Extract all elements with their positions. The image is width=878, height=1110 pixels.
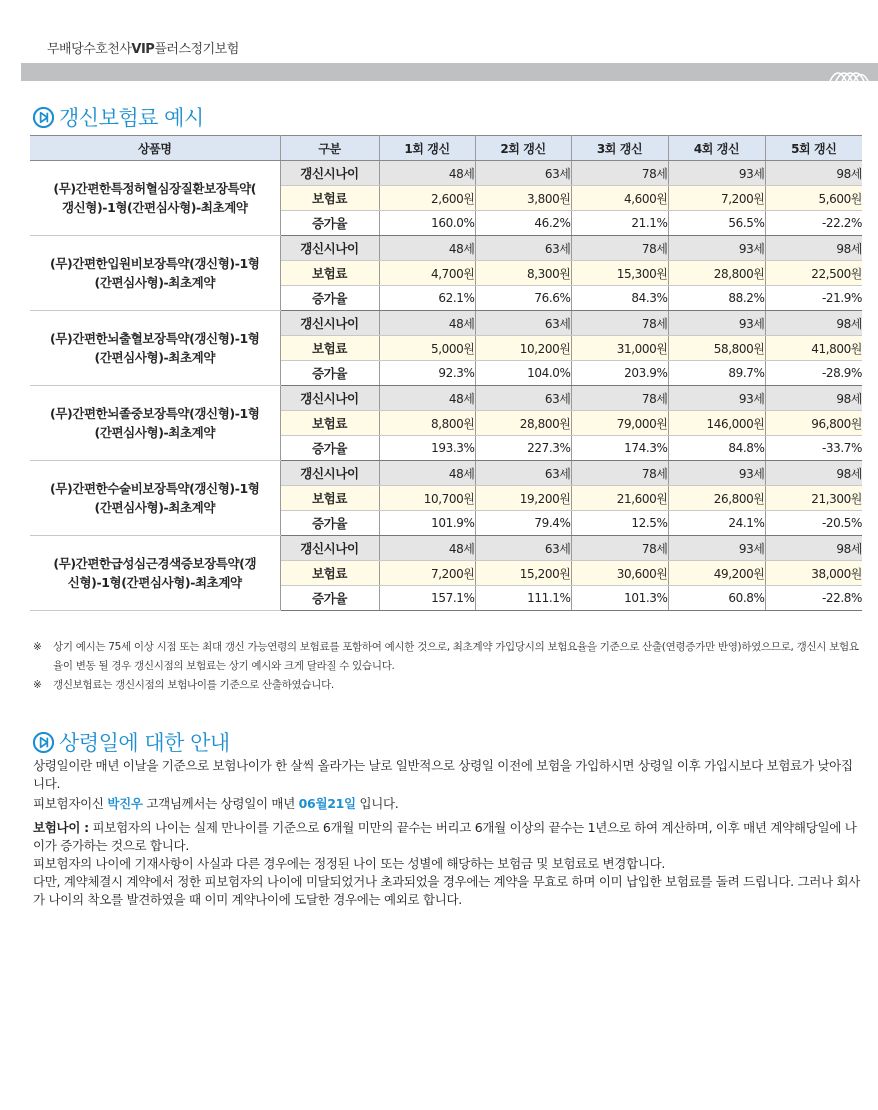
product-name-line: 갱신형)-1형(간편심사형)-최초계약 (61, 200, 248, 215)
cell-rate: 203.9% (571, 361, 668, 386)
header-renewal-2: 2회 갱신 (475, 136, 571, 161)
cell-premium: 3,800원 (475, 186, 571, 211)
cell-rate: 174.3% (571, 436, 668, 461)
cell-age: 78세 (571, 236, 668, 261)
table-body (30, 161, 862, 611)
cell-rate: 89.7% (668, 361, 765, 386)
cell-premium: 8,800원 (379, 411, 475, 436)
cell-age: 63세 (475, 311, 571, 336)
cell-premium: 5,000원 (379, 336, 475, 361)
age-definition-paragraph (33, 819, 861, 855)
correction-paragraph: 피보험자의 나이에 기재사항이 사실과 다른 경우에는 정정된 나이 또는 성별에 해당하는 보험금 및 보험료로 변경합니다. (33, 856, 666, 871)
cell-premium: 58,800원 (668, 336, 765, 361)
cell-age: 63세 (475, 461, 571, 486)
cell-rate: 84.3% (571, 286, 668, 311)
cell-rate: 92.3% (379, 361, 475, 386)
product-name (30, 386, 280, 461)
cell-premium: 21,600원 (571, 486, 668, 511)
product-name (30, 311, 280, 386)
row-label-premium: 보험료 (280, 561, 379, 586)
product-name-line: (무)간편한뇌졸중보장특약(갱신형)-1형 (50, 406, 260, 421)
cell-age: 93세 (668, 386, 765, 411)
cell-age: 98세 (765, 386, 862, 411)
cell-rate: 76.6% (475, 286, 571, 311)
cell-premium: 49,200원 (668, 561, 765, 586)
cell-rate: -28.9% (765, 361, 862, 386)
product-name-line: (무)간편한입원비보장특약(갱신형)-1형 (50, 256, 260, 271)
row-label-age: 갱신시나이 (280, 161, 379, 186)
product-name-line: (간편심사형)-최초계약 (94, 275, 215, 290)
document-title-suffix: 플러스정기보험 (154, 42, 239, 57)
cell-rate: 193.3% (379, 436, 475, 461)
play-circle-icon (33, 732, 54, 753)
cell-age: 78세 (571, 536, 668, 561)
note-mark: ※ (33, 641, 42, 653)
row-label-age: 갱신시나이 (280, 236, 379, 261)
table-row (30, 461, 862, 486)
product-name (30, 461, 280, 536)
cell-premium: 5,600원 (765, 186, 862, 211)
section-title-renewal (33, 102, 204, 132)
cell-rate: 79.4% (475, 511, 571, 536)
cell-age: 48세 (379, 311, 475, 336)
insured-paragraph (33, 795, 861, 813)
note-mark: ※ (33, 679, 42, 691)
contract-paragraph: 다만, 계약체결시 계약에서 정한 피보험자의 나이에 미달되었거나 초과되었을 경우에는 계약을 무효로 하며 이미 납입한 보험료를 돌려 드립니다. 그러나 회사가 나이의 착오를 발견하였을 때 이미 계약나이에 도달한 경우에는 예외로 합니다. (33, 874, 861, 907)
cell-premium: 4,600원 (571, 186, 668, 211)
cell-premium: 22,500원 (765, 261, 862, 286)
cell-age: 93세 (668, 161, 765, 186)
product-name-line: (무)간편한급성심근경색증보장특약(갱 (53, 556, 257, 571)
section-title-text: 상령일에 대한 안내 (59, 731, 230, 755)
cell-age: 93세 (668, 236, 765, 261)
row-label-age: 갱신시나이 (280, 461, 379, 486)
cell-age: 78세 (571, 461, 668, 486)
cell-premium: 4,700원 (379, 261, 475, 286)
age-change-info (33, 757, 861, 909)
product-name-line: (무)간편한특정허혈심장질환보장특약( (53, 181, 257, 196)
row-label-age: 갱신시나이 (280, 386, 379, 411)
row-label-premium: 보험료 (280, 486, 379, 511)
cell-age: 98세 (765, 311, 862, 336)
cell-premium: 146,000원 (668, 411, 765, 436)
product-name (30, 161, 280, 236)
cell-age: 93세 (668, 311, 765, 336)
row-label-rate: 증가율 (280, 586, 379, 611)
age-label: 보험나이 : (33, 820, 89, 835)
row-label-premium: 보험료 (280, 411, 379, 436)
header-renewal-5: 5회 갱신 (765, 136, 862, 161)
cell-rate: 12.5% (571, 511, 668, 536)
insured-mid: 고객님께서는 상령일이 매년 (142, 796, 299, 811)
table-row (30, 311, 862, 336)
cell-premium: 10,700원 (379, 486, 475, 511)
cell-age: 93세 (668, 536, 765, 561)
cell-premium: 10,200원 (475, 336, 571, 361)
cell-premium: 7,200원 (379, 561, 475, 586)
row-label-rate: 증가율 (280, 286, 379, 311)
cell-premium: 8,300원 (475, 261, 571, 286)
table-row (30, 236, 862, 261)
cell-rate: 88.2% (668, 286, 765, 311)
cell-rate: 46.2% (475, 211, 571, 236)
cell-rate: 101.9% (379, 511, 475, 536)
cell-age: 48세 (379, 461, 475, 486)
cell-premium: 38,000원 (765, 561, 862, 586)
cell-premium: 30,600원 (571, 561, 668, 586)
row-label-rate: 증가율 (280, 361, 379, 386)
cell-premium: 41,800원 (765, 336, 862, 361)
table-header-row (30, 136, 862, 161)
cell-rate: 56.5% (668, 211, 765, 236)
cell-premium: 28,800원 (668, 261, 765, 286)
cell-premium: 7,200원 (668, 186, 765, 211)
cell-premium: 79,000원 (571, 411, 668, 436)
cell-rate: 84.8% (668, 436, 765, 461)
cell-rate: -22.8% (765, 586, 862, 611)
cell-age: 48세 (379, 236, 475, 261)
table-row (30, 386, 862, 411)
cell-age: 93세 (668, 461, 765, 486)
cell-premium: 21,300원 (765, 486, 862, 511)
cell-age: 63세 (475, 386, 571, 411)
header-renewal-1: 1회 갱신 (379, 136, 475, 161)
cell-premium: 28,800원 (475, 411, 571, 436)
table-row (30, 536, 862, 561)
section-title-text: 갱신보험료 예시 (59, 106, 204, 130)
cell-age: 98세 (765, 461, 862, 486)
section-title-age-change (33, 727, 230, 757)
header-renewal-3: 3회 갱신 (571, 136, 668, 161)
row-label-premium: 보험료 (280, 186, 379, 211)
cell-rate: -20.5% (765, 511, 862, 536)
header-product: 상품명 (30, 136, 280, 161)
document-title-brand: VIP (131, 42, 155, 57)
note-text: 갱신보험료는 갱신시점의 보험나이를 기준으로 산출하였습니다. (53, 679, 334, 691)
cell-age: 48세 (379, 536, 475, 561)
product-name (30, 536, 280, 611)
cell-rate: 227.3% (475, 436, 571, 461)
product-name-line: (무)간편한수술비보장특약(갱신형)-1형 (50, 481, 260, 496)
insured-date: 06월21일 (298, 796, 356, 811)
cell-rate: 111.1% (475, 586, 571, 611)
insured-name: 박진우 (107, 796, 143, 811)
insured-suffix: 입니다. (355, 796, 399, 811)
cell-rate: 104.0% (475, 361, 571, 386)
cell-age: 78세 (571, 161, 668, 186)
intro-paragraph: 상령일이란 매년 이날을 기준으로 보험나이가 한 살씩 올라가는 날로 일반적으로 상령일 이전에 보험을 가입하시면 상령일 이후 가입시보다 보험료가 낮아집니다. (33, 758, 853, 791)
cell-age: 63세 (475, 536, 571, 561)
row-label-premium: 보험료 (280, 261, 379, 286)
cell-age: 48세 (379, 386, 475, 411)
cell-age: 98세 (765, 536, 862, 561)
product-name-line: 신형)-1형(간편심사형)-최초계약 (67, 575, 242, 590)
cell-age: 98세 (765, 236, 862, 261)
document-title-prefix: 무배당수호천사 (47, 42, 132, 57)
play-circle-icon (33, 107, 54, 128)
cell-age: 63세 (475, 236, 571, 261)
product-name-line: (간편심사형)-최초계약 (94, 425, 215, 440)
product-name-line: (간편심사형)-최초계약 (94, 500, 215, 515)
renewal-premium-table (30, 135, 862, 611)
document-title (47, 38, 239, 57)
cell-rate: 101.3% (571, 586, 668, 611)
cell-rate: -33.7% (765, 436, 862, 461)
cell-premium: 19,200원 (475, 486, 571, 511)
insured-prefix: 피보험자이신 (33, 796, 108, 811)
cell-rate: 24.1% (668, 511, 765, 536)
note-item (33, 638, 863, 676)
row-label-rate: 증가율 (280, 211, 379, 236)
note-text: 상기 예시는 75세 이상 시점 또는 최대 갱신 가능연령의 보험료를 포함하여 예시한 것으로, 최초계약 가입당시의 보험요율을 기준으로 산출(연령증가만 반영)하였으므로, 갱신시 보험요율이 변동 될 경우 갱신시점의 보험료는 상기 예시와 크게 달라질 수 있습니다. (53, 641, 859, 672)
cell-premium: 15,300원 (571, 261, 668, 286)
header-bar (21, 63, 878, 81)
cell-rate: 60.8% (668, 586, 765, 611)
cell-age: 78세 (571, 311, 668, 336)
notes (33, 638, 863, 695)
table-row (30, 161, 862, 186)
cell-rate: 21.1% (571, 211, 668, 236)
product-name-line: (무)간편한뇌출혈보장특약(갱신형)-1형 (50, 331, 260, 346)
cell-age: 98세 (765, 161, 862, 186)
row-label-premium: 보험료 (280, 336, 379, 361)
header-category: 구분 (280, 136, 379, 161)
cell-age: 63세 (475, 161, 571, 186)
row-label-rate: 증가율 (280, 436, 379, 461)
cell-rate: -22.2% (765, 211, 862, 236)
cell-premium: 26,800원 (668, 486, 765, 511)
cell-age: 78세 (571, 386, 668, 411)
cell-premium: 15,200원 (475, 561, 571, 586)
cell-rate: 157.1% (379, 586, 475, 611)
cell-premium: 2,600원 (379, 186, 475, 211)
cell-age: 48세 (379, 161, 475, 186)
cell-rate: 62.1% (379, 286, 475, 311)
cell-premium: 96,800원 (765, 411, 862, 436)
header-renewal-4: 4회 갱신 (668, 136, 765, 161)
wave-lines-icon (826, 63, 870, 81)
cell-premium: 31,000원 (571, 336, 668, 361)
cell-rate: -21.9% (765, 286, 862, 311)
row-label-rate: 증가율 (280, 511, 379, 536)
product-name-line: (간편심사형)-최초계약 (94, 350, 215, 365)
note-item (33, 676, 863, 695)
age-text: 피보험자의 나이는 실제 만나이를 기준으로 6개월 미만의 끝수는 버리고 6개월 이상의 끝수는 1년으로 하여 계산하며, 이후 매년 계약해당일에 나이가 증가하는 것으로 합니다. (33, 820, 857, 853)
row-label-age: 갱신시나이 (280, 311, 379, 336)
row-label-age: 갱신시나이 (280, 536, 379, 561)
cell-rate: 160.0% (379, 211, 475, 236)
product-name (30, 236, 280, 311)
